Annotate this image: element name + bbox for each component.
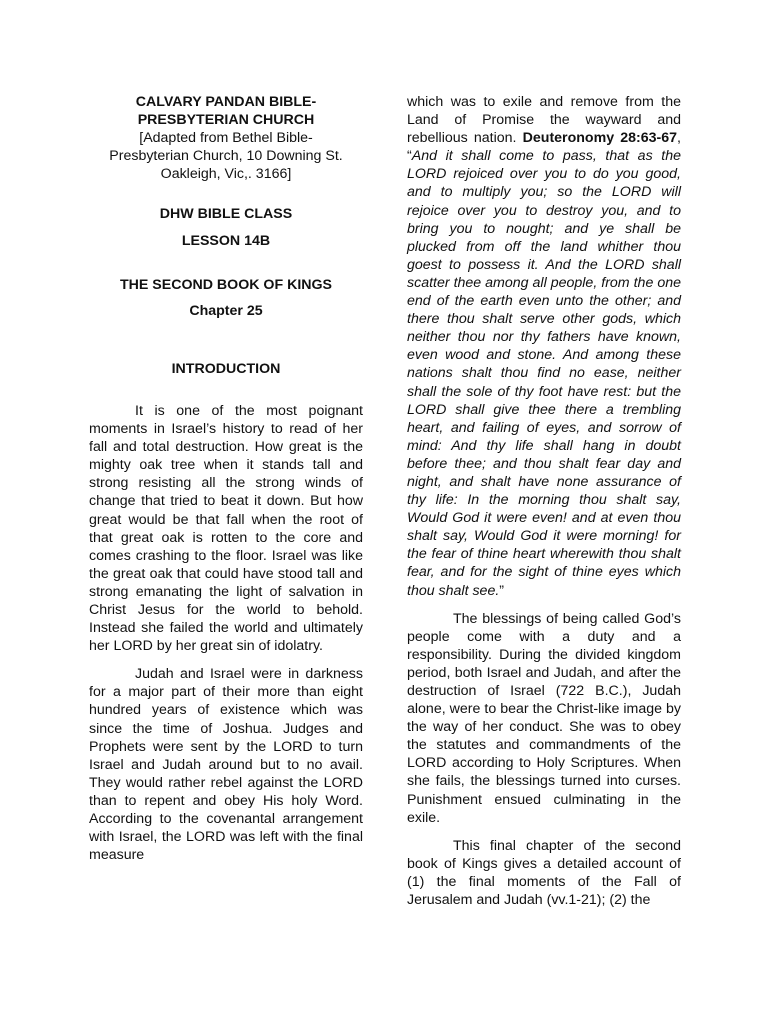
class-name: DHW BIBLE CLASS bbox=[159, 206, 293, 223]
quote-open: , “ bbox=[407, 130, 681, 165]
intro-paragraph-1: It is one of the most poignant moments in Israel’s history to read of her fall and total destruction. How great is the mighty oak tree when it stands tall and strong resisting all the strong winds of change that tried to beat it down. But how great would be that fall when the root of that great oak is rotten to the core and comes crashing to the floor. Israel was like the great oak that could have stood tall and strong emanating the light of salvation in Christ Jesus for the world to behold. Instead she failed the world and ultimately her LORD by her great sin of idolatry. bbox=[89, 402, 363, 655]
section-heading-introduction: INTRODUCTION bbox=[171, 360, 281, 377]
quote-close: ” bbox=[499, 582, 505, 599]
lesson-number: LESSON 14B bbox=[181, 232, 271, 249]
left-column bbox=[89, 93, 363, 864]
adapted-line1: [Adapted from Bethel Bible- bbox=[139, 130, 313, 147]
blessings-paragraph: The blessings of being called God’s people come with a duty and a responsibility. During the divided kingdom period, both Israel and Judah, and after the destruction of Israel (722 B.C.), Judah alone, were to bear the Christ-like image by the way of her conduct. She was to obey the statutes and commandments of the LORD according to Holy Scriptures. When she fails, the blessings turned into curses. Punishment ensued culminating in the exile. bbox=[407, 610, 681, 826]
continued-text: which was to exile and remove from the Land of Promise the wayward and rebellious nation. bbox=[407, 94, 681, 147]
church-name-line2: PRESBYTERIAN CHURCH bbox=[137, 112, 315, 129]
book-title: THE SECOND BOOK OF KINGS bbox=[119, 276, 333, 293]
scripture-reference: Deuteronomy 28:63-67 bbox=[522, 130, 678, 147]
chapter-title: Chapter 25 bbox=[189, 302, 263, 319]
adapted-line3: Oakleigh, Vic,. 3166] bbox=[160, 166, 292, 183]
church-name-line1: CALVARY PANDAN BIBLE- bbox=[135, 94, 317, 110]
intro-paragraph-2: Judah and Israel were in darkness for a major part of their more than eight hundred years of existence which was since the time of Joshua. Judges and Prophets were sent by the LORD to turn Israel and Judah around but to no avail. They would rather rebel against the LORD than to repent and obey His holy Word. According to the covenantal arrangement with Israel, the LORD was left with the final measure bbox=[89, 666, 363, 864]
scripture-quote: And it shall come to pass, that as the LORD rejoiced over you to do you good, and to multiply you; so the LORD will rejoice over you to destroy you, and to bring you to nought; and ye shall be plucked from off the land whither thou goest to possess it. And the LORD shall scatter thee among all people, from the one end of the earth even unto the other; and there thou shalt serve other gods, which neither thou nor thy fathers have known, even wood and stone. And among these nations shalt thou find no ease, neither shall the sole of thy foot have rest: but the LORD shall give thee there a trembling heart, and failing of eyes, and sorrow of mind: And thy life shall hang in doubt before thee; and thou shalt fear day and night, and shalt have none assurance of thy life: In the morning thou shalt say, Would God it were even! and at even thou shalt say, Would God it were morning! for the fear of thine heart wherewith thou shalt fear, and for the sight of thine eyes which thou shalt see. bbox=[407, 148, 681, 599]
right-column bbox=[407, 93, 681, 909]
deuteronomy-paragraph bbox=[407, 93, 681, 600]
final-chapter-paragraph: This final chapter of the second book of Kings gives a detailed account of (1) the final moments of the Fall of Jerusalem and Judah (vv.1-21); (2) the bbox=[407, 837, 681, 909]
adapted-line2: Presbyterian Church, 10 Downing St. bbox=[109, 148, 343, 165]
